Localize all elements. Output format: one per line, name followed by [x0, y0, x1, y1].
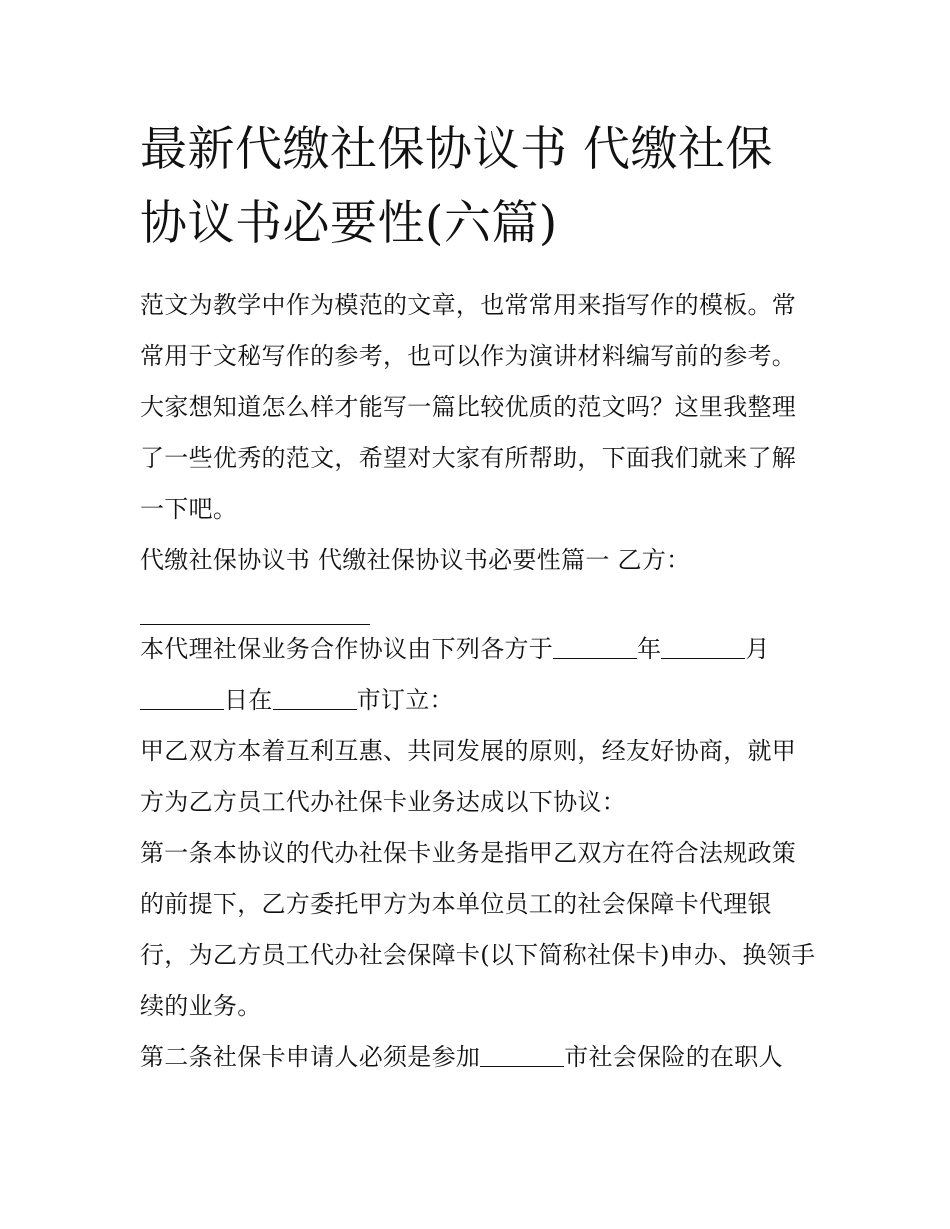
party-b-line: [140, 590, 820, 624]
social-insurance-city-blank: [480, 1042, 564, 1067]
agreement-text-3: 月: [745, 635, 770, 663]
section-heading-text: 代缴社保协议书 代缴社保协议书必要性篇一 乙方：: [140, 546, 691, 574]
month-blank: [661, 634, 745, 659]
year-blank: [553, 634, 637, 659]
agreement-text-2: 年: [637, 635, 662, 663]
agreement-date-paragraph: [140, 624, 820, 726]
intro-paragraph: 范文为教学中作为模范的文章，也常常用来指写作的模板。常常用于文秘写作的参考，也可以作为演讲材料编写前的参考。大家想知道怎么样才能写一篇比较优质的范文吗？这里我整理了一些优秀的范文，希望对大家有所帮助，下面我们就来了解一下吧。: [140, 291, 797, 523]
section-heading: [140, 535, 820, 624]
document-body: [140, 280, 820, 1083]
day-blank: [140, 685, 224, 710]
article-2-paragraph: [140, 1032, 820, 1083]
agreement-text-1: 本代理社保业务合作协议由下列各方于: [140, 635, 554, 663]
document-title: 最新代缴社保协议书 代缴社保协议书必要性(六篇): [140, 122, 773, 251]
agreement-text-4: 日在: [224, 686, 273, 714]
party-b-blank: [140, 600, 370, 625]
article-2-text-1: 第二条社保卡申请人必须是参加: [140, 1043, 481, 1071]
agreement-text-5: 市订立：: [356, 686, 454, 714]
city-blank: [273, 685, 357, 710]
principle-paragraph: 甲乙双方本着互利互惠、共同发展的原则，经友好协商，就甲方为乙方员工代办社保卡业务达成以下协议：: [140, 737, 797, 816]
article-1-paragraph: 第一条本协议的代办社保卡业务是指甲乙双方在符合法规政策的前提下，乙方委托甲方为本单位员工的社会保障卡代理银行，为乙方员工代办社会保障卡(以下简称社保卡)申办、换领手续的业务。: [140, 839, 816, 1020]
article-2-text-2: 市社会保险的在职人: [564, 1043, 783, 1071]
